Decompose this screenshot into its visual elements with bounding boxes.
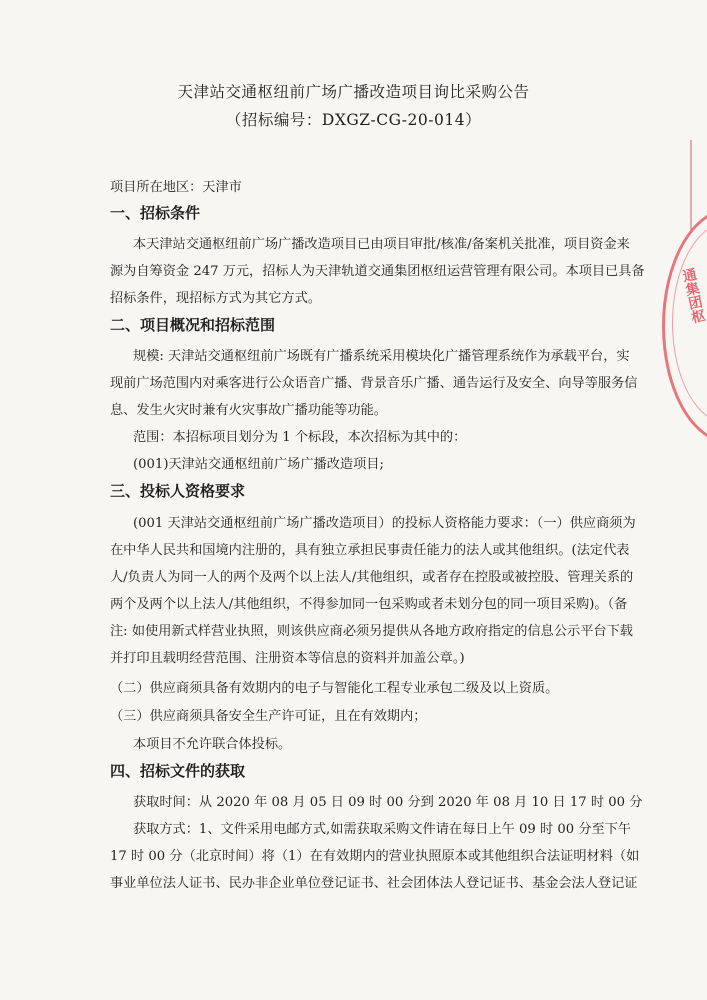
section-3-line: 两个及两个以上法人/其他组织，不得参加同一包采购或者未划分包的同一项目采购)。（备 (110, 597, 628, 612)
section-4-heading: 四、招标文件的获取 (110, 762, 246, 780)
section-4-line: 事业单位法人证书、民办非企业单位登记证书、社会团体法人登记证书、基金会法人登记证 (110, 876, 638, 891)
section-3-line: 注: 如使用新式样营业执照，则该供应商必须另提供从各地方政府指定的信息公示平台下载 (110, 624, 633, 639)
document-title: 天津站交通枢纽前广场广播改造项目询比采购公告 (177, 83, 530, 101)
section-3-line: 并打印且载明经营范围、注册资本等信息的资料并加盖公章。) (110, 651, 465, 666)
section-3-line: 本项目不允许联合体投标。 (133, 737, 292, 752)
section-1-heading: 一、招标条件 (110, 204, 201, 222)
section-2-heading: 二、项目概况和招标范围 (110, 316, 276, 334)
section-1-line: 本天津站交通枢纽前广场广播改造项目已由项目审批/核准/备案机关批准，项目资金来 (133, 237, 630, 252)
section-1-line: 招标条件，现招标方式为其它方式。 (110, 291, 321, 306)
stamp-edge-mark (690, 140, 702, 230)
official-seal-text: 通集团枢 (679, 266, 707, 325)
section-2-line: (001)天津站交通枢纽前广场广播改造项目; (133, 457, 384, 472)
tender-code: （招标编号：DXGZ-CG-20-014） (225, 111, 482, 129)
section-2-line: 规模: 天津站交通枢纽前广场既有广播系统采用模块化广播管理系统作为承载平台，实 (133, 349, 630, 364)
section-4-line: 获取时间：从 2020 年 08 月 05 日 09 时 00 分到 2020 年 08 月 10 日 17 时 00 分 (133, 795, 643, 810)
section-3-line: （三）供应商须具备安全生产许可证，且在有效期内； (110, 709, 427, 724)
section-4-line: 获取方式：1、文件采用电邮方式,如需获取采购文件请在每日上午 09 时 00 分至下午 (133, 822, 632, 837)
section-2-line: 息、发生火灾时兼有火灾事故广播功能等功能。 (110, 403, 387, 418)
section-2-line: 现前广场范围内对乘客进行公众语音广播、背景音乐广播、通告运行及安全、向导等服务信 (110, 376, 638, 391)
section-4-line: 17 时 00 分（北京时间）将（1）在有效期内的营业执照原本或其他组织合法证明材料（如 (110, 849, 640, 864)
project-location: 项目所在地区：天津市 (110, 180, 242, 195)
section-3-line: 在中华人民共和国境内注册的，具有独立承担民事责任能力的法人或其他组织。(法定代表 (110, 543, 630, 558)
section-3-line: （二）供应商须具备有效期内的电子与智能化工程专业承包二级及以上资质。 (110, 681, 559, 696)
section-3-heading: 三、投标人资格要求 (110, 482, 246, 500)
section-3-line: 人/负责人为同一人的两个及两个以上法人/其他组织，或者存在控股或被控股、管理关系的 (110, 570, 634, 585)
section-2-line: 范围：本招标项目划分为 1 个标段，本次招标为其中的： (133, 430, 467, 445)
section-1-line: 源为自筹资金 247 万元，招标人为天津轨道交通集团枢纽运营管理有限公司。本项目已具备 (110, 264, 645, 279)
section-3-line: (001 天津站交通枢纽前广场广播改造项目）的投标人资格能力要求：（一）供应商须为 (133, 516, 636, 531)
